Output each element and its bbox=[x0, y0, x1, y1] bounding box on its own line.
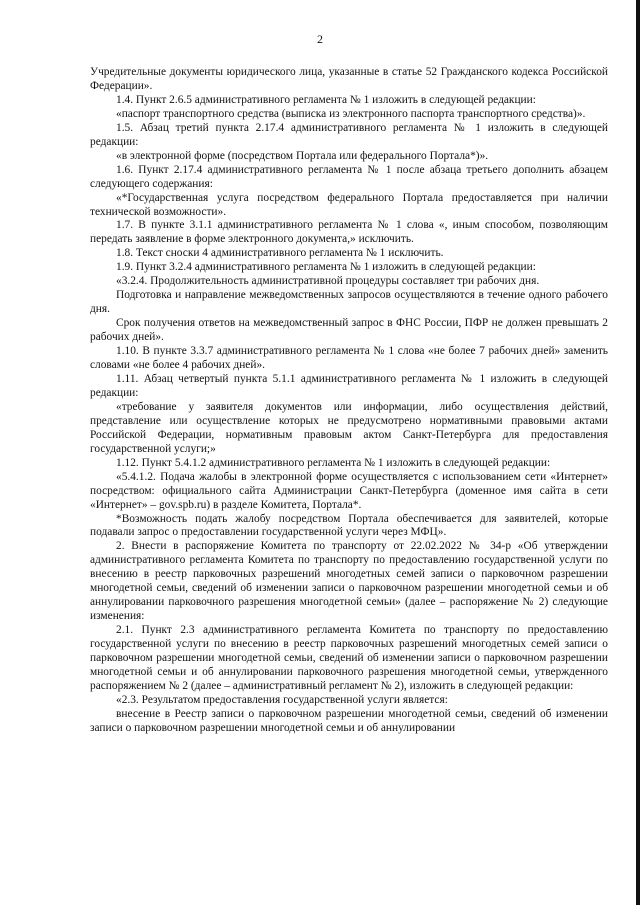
document-body bbox=[90, 66, 608, 736]
paragraph: 1.9. Пункт 3.2.4 административного регламента № 1 изложить в следующей редакции: bbox=[116, 261, 536, 274]
paragraph: 1.5. Абзац третий пункта 2.17.4 административного регламента № 1 изложить в следующей редакции: bbox=[90, 121, 608, 148]
paragraph: 1.6. Пункт 2.17.4 административного регламента № 1 после абзаца третьего дополнить абзацем следующего содержания: bbox=[90, 163, 608, 190]
paragraph: 2.1. Пункт 2.3 административного регламента Комитета по транспорту по предоставлению государственной услуги по внесению в реестр парковочных разрешений многодетных семей записи о парковочном разрешении многодетной семьи, сведений об изменении записи о парковочном разрешении многодетной семьи и об аннулировании парковочного разрешения многодетной семьи, утвержденного распоряжением № 2 (далее – административный регламент № 2), изложить в следующей редакции: bbox=[90, 624, 608, 692]
paragraph: «паспорт транспортного средства (выписка из электронного паспорта транспортного средства)». bbox=[116, 107, 586, 120]
paragraph: *Возможность подать жалобу посредством Портала обеспечивается для заявителей, которые подавали запрос о предоставлении государственной услуги через МФЦ». bbox=[90, 512, 608, 539]
paragraph: «3.2.4. Продолжительность административной процедуры составляет три рабочих дня. bbox=[116, 275, 540, 288]
paragraph: Срок получения ответов на межведомственный запрос в ФНС России, ПФР не должен превышать 2 рабочих дней». bbox=[90, 317, 608, 344]
paragraph: «в электронной форме (посредством Портала или федерального Портала*)». bbox=[116, 149, 489, 162]
paragraph: 1.11. Абзац четвертый пункта 5.1.1 административного регламента № 1 изложить в следующей редакции: bbox=[90, 372, 608, 399]
paragraph: 1.12. Пункт 5.4.1.2 административного регламента № 1 изложить в следующей редакции: bbox=[116, 456, 551, 469]
paragraph: Подготовка и направление межведомственных запросов осуществляются в течение одного рабочего дня. bbox=[90, 289, 608, 316]
page-number: 2 bbox=[317, 32, 323, 46]
scan-edge-border bbox=[636, 0, 640, 905]
paragraph: 2. Внести в распоряжение Комитета по транспорту от 22.02.2022 № 34-р «Об утверждении административного регламента Комитета по транспорту по предоставлению государственной услуги по внесению в реестр парковочных разрешений многодетных семей записи о парковочном разрешении многодетной семьи, сведений об изменении записи о парковочном разрешении многодетной семьи и об аннулировании парковочного разрешения многодетной семьи» (далее – распоряжение № 2) следующие изменения: bbox=[90, 540, 608, 623]
paragraph: «требование у заявителя документов или информации, либо осуществления действий, представление или осуществление которых не предусмотрено нормативными правовыми актами Российской Федерации, нормативным правовым актом Санкт-Петербурга для предоставления государственной услуги;» bbox=[90, 400, 608, 455]
paragraph: 1.7. В пункте 3.1.1 административного регламента № 1 слова «, иным способом, позволяющим передать заявление в форме электронного документа,» исключить. bbox=[90, 219, 608, 246]
paragraph: внесение в Реестр записи о парковочном разрешении многодетной семьи, сведений об изменении записи о парковочном разрешении многодетной семьи и об аннулировании bbox=[90, 707, 608, 734]
paragraph: Учредительные документы юридического лица, указанные в статье 52 Гражданского кодекса Российской Федерации». bbox=[90, 66, 608, 92]
paragraph: 1.4. Пункт 2.6.5 административного регламента № 1 изложить в следующей редакции: bbox=[116, 93, 536, 106]
paragraph: «*Государственная услуга посредством федерального Портала предоставляется при наличии технической возможности». bbox=[90, 191, 608, 218]
paragraph: «5.4.1.2. Подача жалобы в электронной форме осуществляется с использованием сети «Интернет» посредством: официального сайта Администрации Санкт-Петербурга (доменное имя сайта в сети «Интернет» – gov.spb.ru) в разделе Комитета, Портала*. bbox=[90, 470, 608, 511]
paragraph: 1.8. Текст сноски 4 административного регламента № 1 исключить. bbox=[116, 247, 444, 260]
paragraph: 1.10. В пункте 3.3.7 административного регламента № 1 слова «не более 7 рабочих дней» заменить словами «не более 4 рабочих дней». bbox=[90, 345, 608, 372]
paragraph: «2.3. Результатом предоставления государственной услуги является: bbox=[116, 693, 448, 706]
